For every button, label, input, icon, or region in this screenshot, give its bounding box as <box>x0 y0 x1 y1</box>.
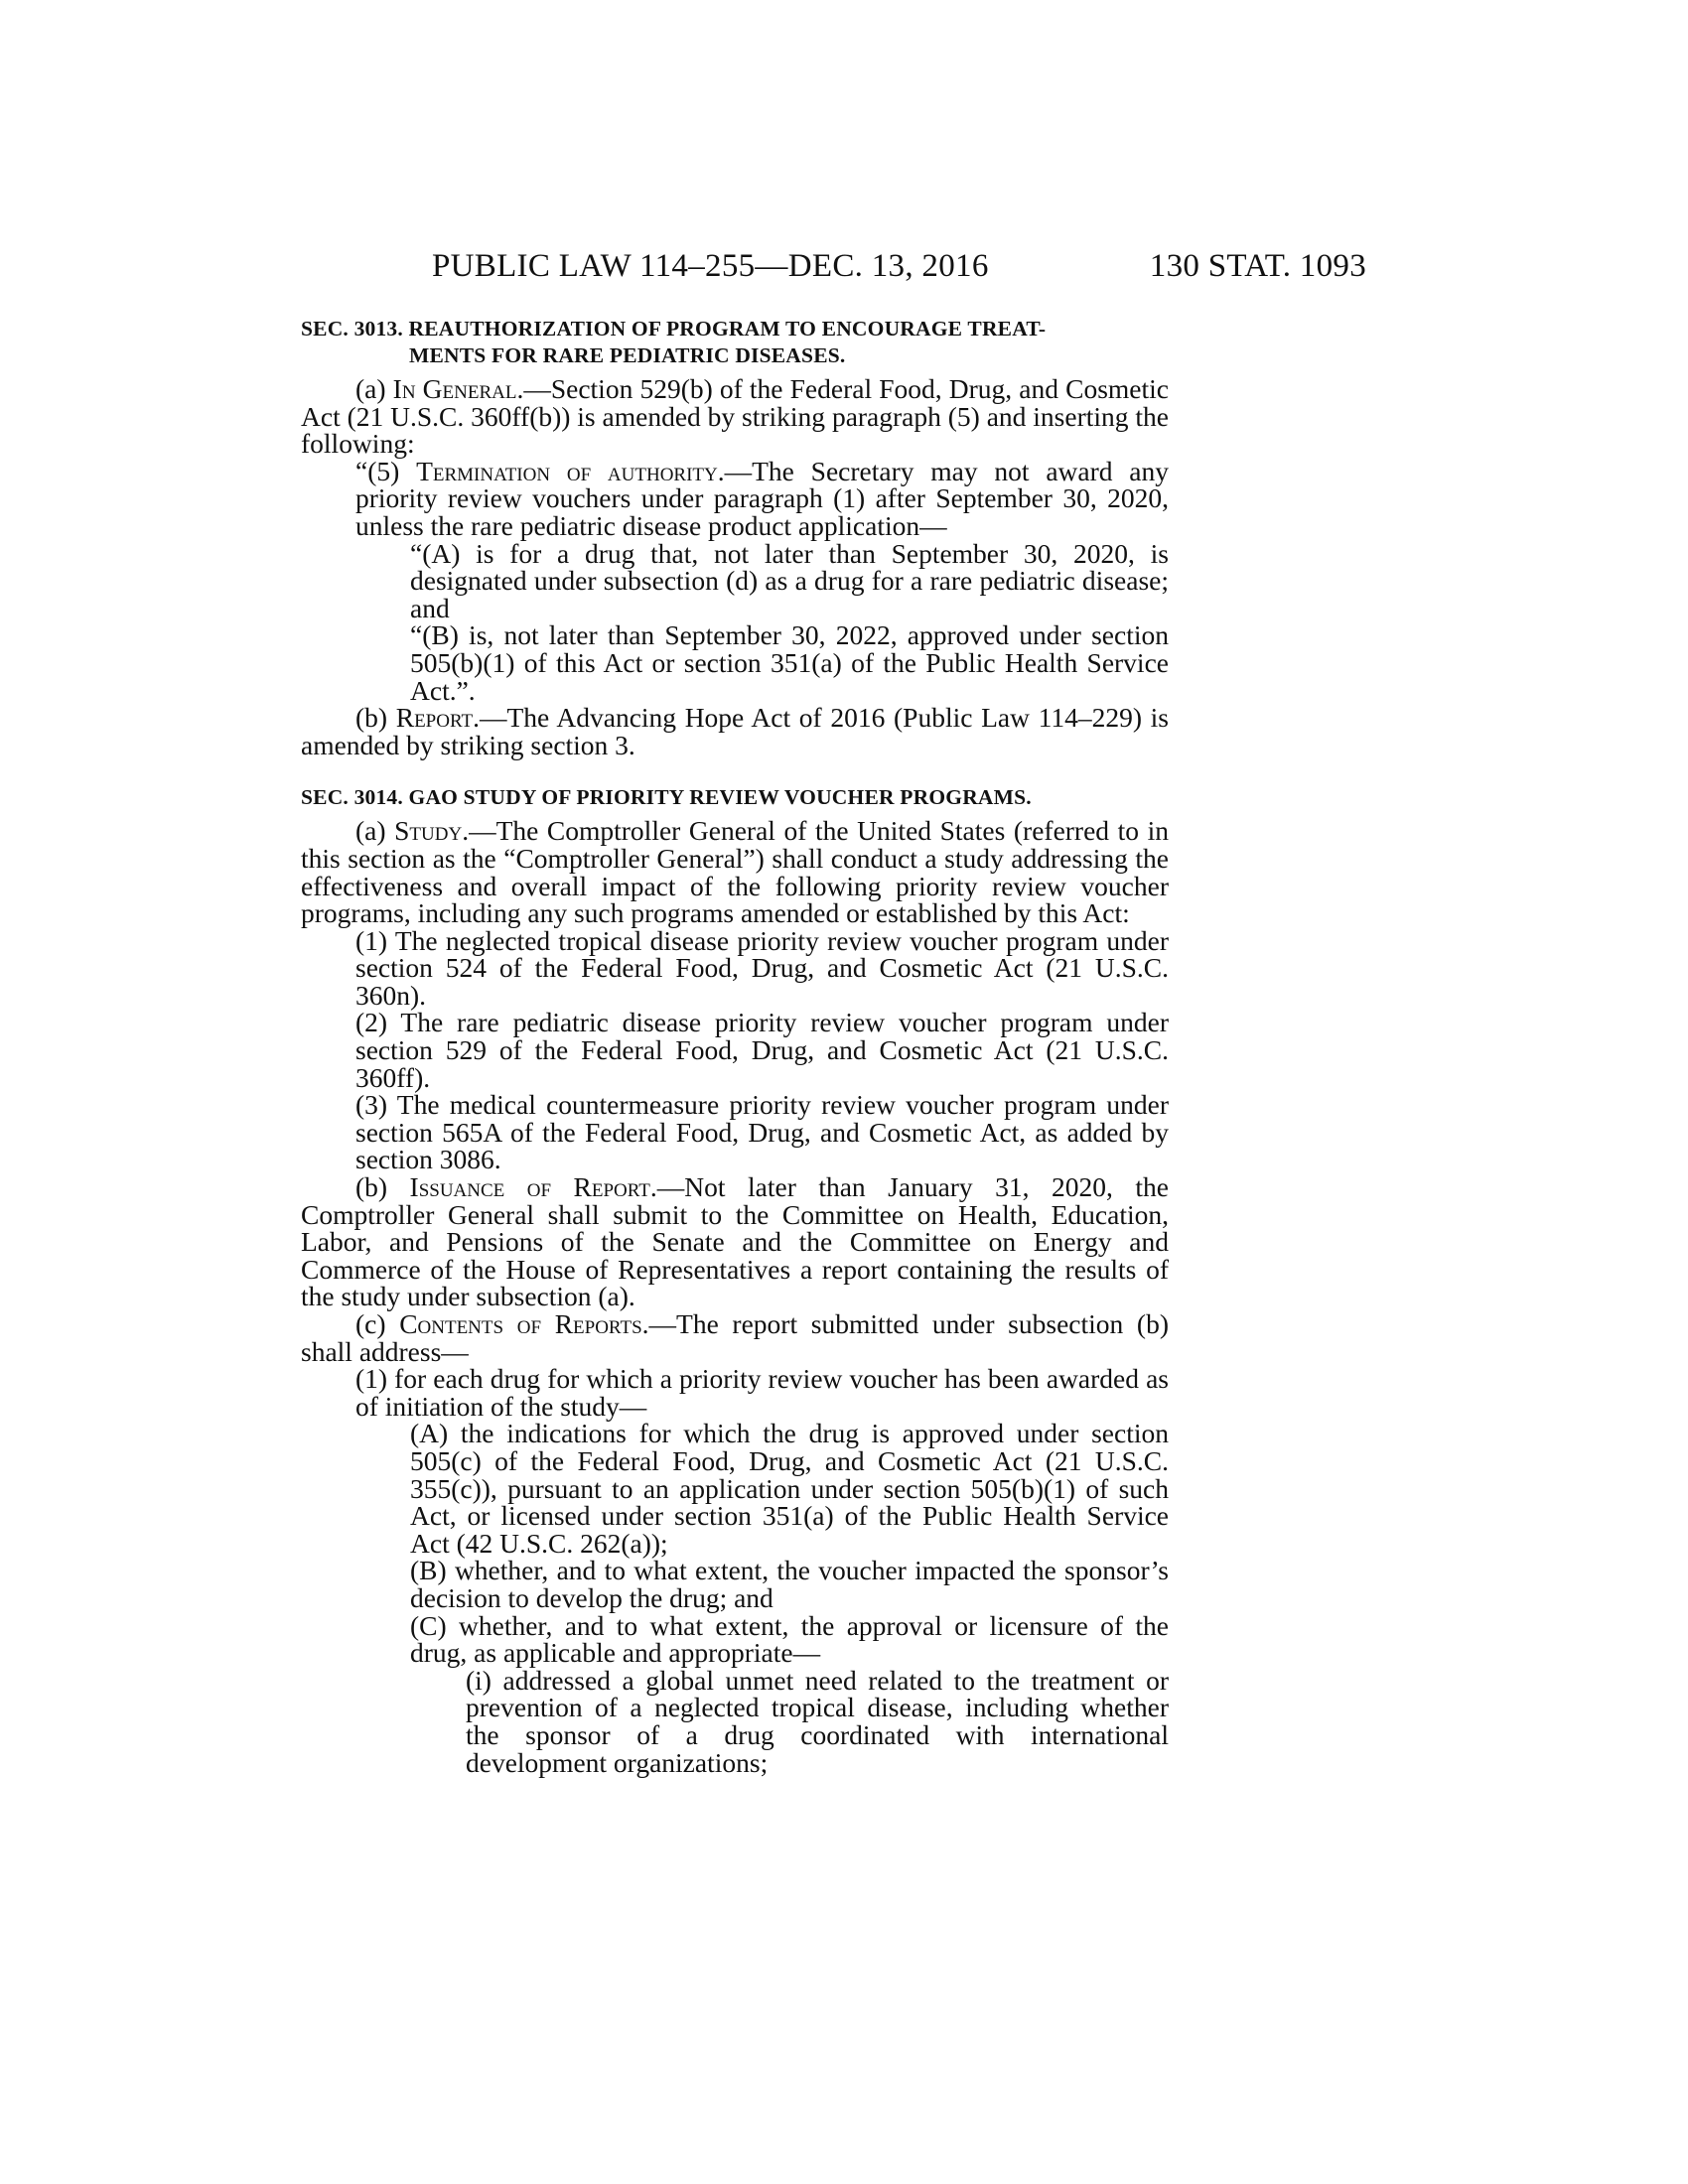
subsection-caption: Issuance of Report <box>409 1171 650 1203</box>
subsection-text: .—The report submitted under subsection (b) shall address— <box>301 1308 1169 1367</box>
paragraph-2: (2) The rare pediatric disease priority review voucher program under section 529 of the Federal Food, Drug, and Cosmetic Act (21 U.S.C. 360ff). <box>355 1007 1169 1093</box>
subsection-text: .—The Comptroller General of the United States (referred to in this section as the “Comptroller General”) shall conduct a study addressing the effectiveness and overall impact of the following priority review voucher programs, including any such programs amended or established by this Act: <box>301 815 1169 929</box>
subparagraph-c: (C) whether, and to what extent, the approval or licensure of the drug, as applicable and appropriate— <box>410 1609 1169 1669</box>
clause-list <box>301 1664 1169 1778</box>
subsection-text: .—Section 529(b) of the Federal Food, Drug, and Cosmetic Act (21 U.S.C. 360ff(b)) is amended by striking paragraph (5) and inserting the following: <box>301 373 1169 460</box>
paragraph-1: (1) The neglected tropical disease priority review voucher program under section 524 of the Federal Food, Drug, and Cosmetic Act (21 U.S.C. 360n). <box>355 924 1169 1011</box>
subsection-label: (b) <box>355 702 396 734</box>
paragraph-caption: Termination of authority <box>416 455 718 486</box>
subparagraph-b: (B) whether, and to what extent, the voucher impacted the sponsor’s decision to develop the drug; and <box>410 1555 1169 1613</box>
subparagraph-a: (A) the indications for which the drug is approved under section 505(c) of the Federal Food, Drug, and Cosmetic Act (21 U.S.C. 355(c)), pursuant to an application under section 505(b)(1) of such Act, or licensed under section 351(a) of the Public Health Service Act (42 U.S.C. 262(a)); <box>410 1418 1169 1559</box>
subparagraph-b: “(B) is, not later than September 30, 2022, approved under section 505(b)(1) of this Act or section 351(a) of the Public Health Service Act.”. <box>410 619 1169 706</box>
subsection-text: .—Not later than January 31, 2020, the Comptroller General shall submit to the Committee on Health, Education, Labor, and Pensions of the Senate and the Committee on Energy and Commerce of the House of Representatives a report containing the results of the study under subsection (a). <box>301 1171 1169 1312</box>
subsection-caption: Report <box>395 702 474 734</box>
section-heading-line: MENTS FOR RARE PEDIATRIC DISEASES. <box>409 343 846 367</box>
subsection-label: (c) <box>355 1308 400 1339</box>
page-header <box>298 248 1366 288</box>
subsection-a <box>301 815 1169 929</box>
subparagraphs <box>301 537 1169 706</box>
subparagraph-list <box>301 1418 1169 1669</box>
subsection-b <box>301 1173 1169 1310</box>
subsection-label: (b) <box>355 1171 410 1203</box>
paragraph-3: (3) The medical countermeasure priority review voucher program under section 565A of the Federal Food, Drug, and Cosmetic Act, as added by section 3086. <box>355 1089 1169 1175</box>
paragraph-1: (1) for each drug for which a priority review voucher has been awarded as of initiation of the study— <box>355 1363 1169 1422</box>
paragraph-list <box>301 924 1169 1175</box>
paragraph-text: .—The Secretary may not award any priority review vouchers under paragraph (1) after September 30, 2020, unless the rare pediatric disease product application— <box>355 455 1169 541</box>
subsection-caption: In General <box>392 373 517 404</box>
inserted-paragraph-5 <box>301 455 1169 541</box>
running-head: PUBLIC LAW 114–255—DEC. 13, 2016 <box>432 248 989 284</box>
clause-i: (i) addressed a global unmet need related to the treatment or prevention of a neglected tropical disease, including whether the sponsor of a drug coordinated with international development organizations; <box>466 1664 1169 1778</box>
statute-citation: 130 STAT. 1093 <box>1149 248 1366 284</box>
subparagraph-a: “(A) is for a drug that, not later than September 30, 2020, is designated under subsection (d) as a drug for a rare pediatric disease; and <box>410 537 1169 623</box>
paragraph-list <box>301 1365 1169 1420</box>
document-body <box>301 316 1169 1776</box>
subsection-c <box>301 1310 1169 1365</box>
paragraph-5 <box>355 455 1169 541</box>
subsection-caption: Study <box>394 815 463 847</box>
subsection-a <box>301 375 1169 458</box>
section-heading-line: SEC. 3013. REAUTHORIZATION OF PROGRAM TO ENCOURAGE TREAT- <box>301 317 1047 341</box>
paragraph-label: “(5) <box>355 455 417 486</box>
subsection-label: (a) <box>355 373 393 404</box>
section-3014-heading <box>301 784 1169 811</box>
section-heading-line: SEC. 3014. GAO STUDY OF PRIORITY REVIEW VOUCHER PROGRAMS. <box>301 785 1032 810</box>
subsection-caption: Contents of Reports <box>399 1308 642 1339</box>
section-3013-heading <box>301 316 1169 369</box>
subsection-text: .—The Advancing Hope Act of 2016 (Public Law 114–229) is amended by striking section 3. <box>301 702 1169 760</box>
subsection-b <box>301 704 1169 758</box>
subsection-label: (a) <box>355 815 395 847</box>
